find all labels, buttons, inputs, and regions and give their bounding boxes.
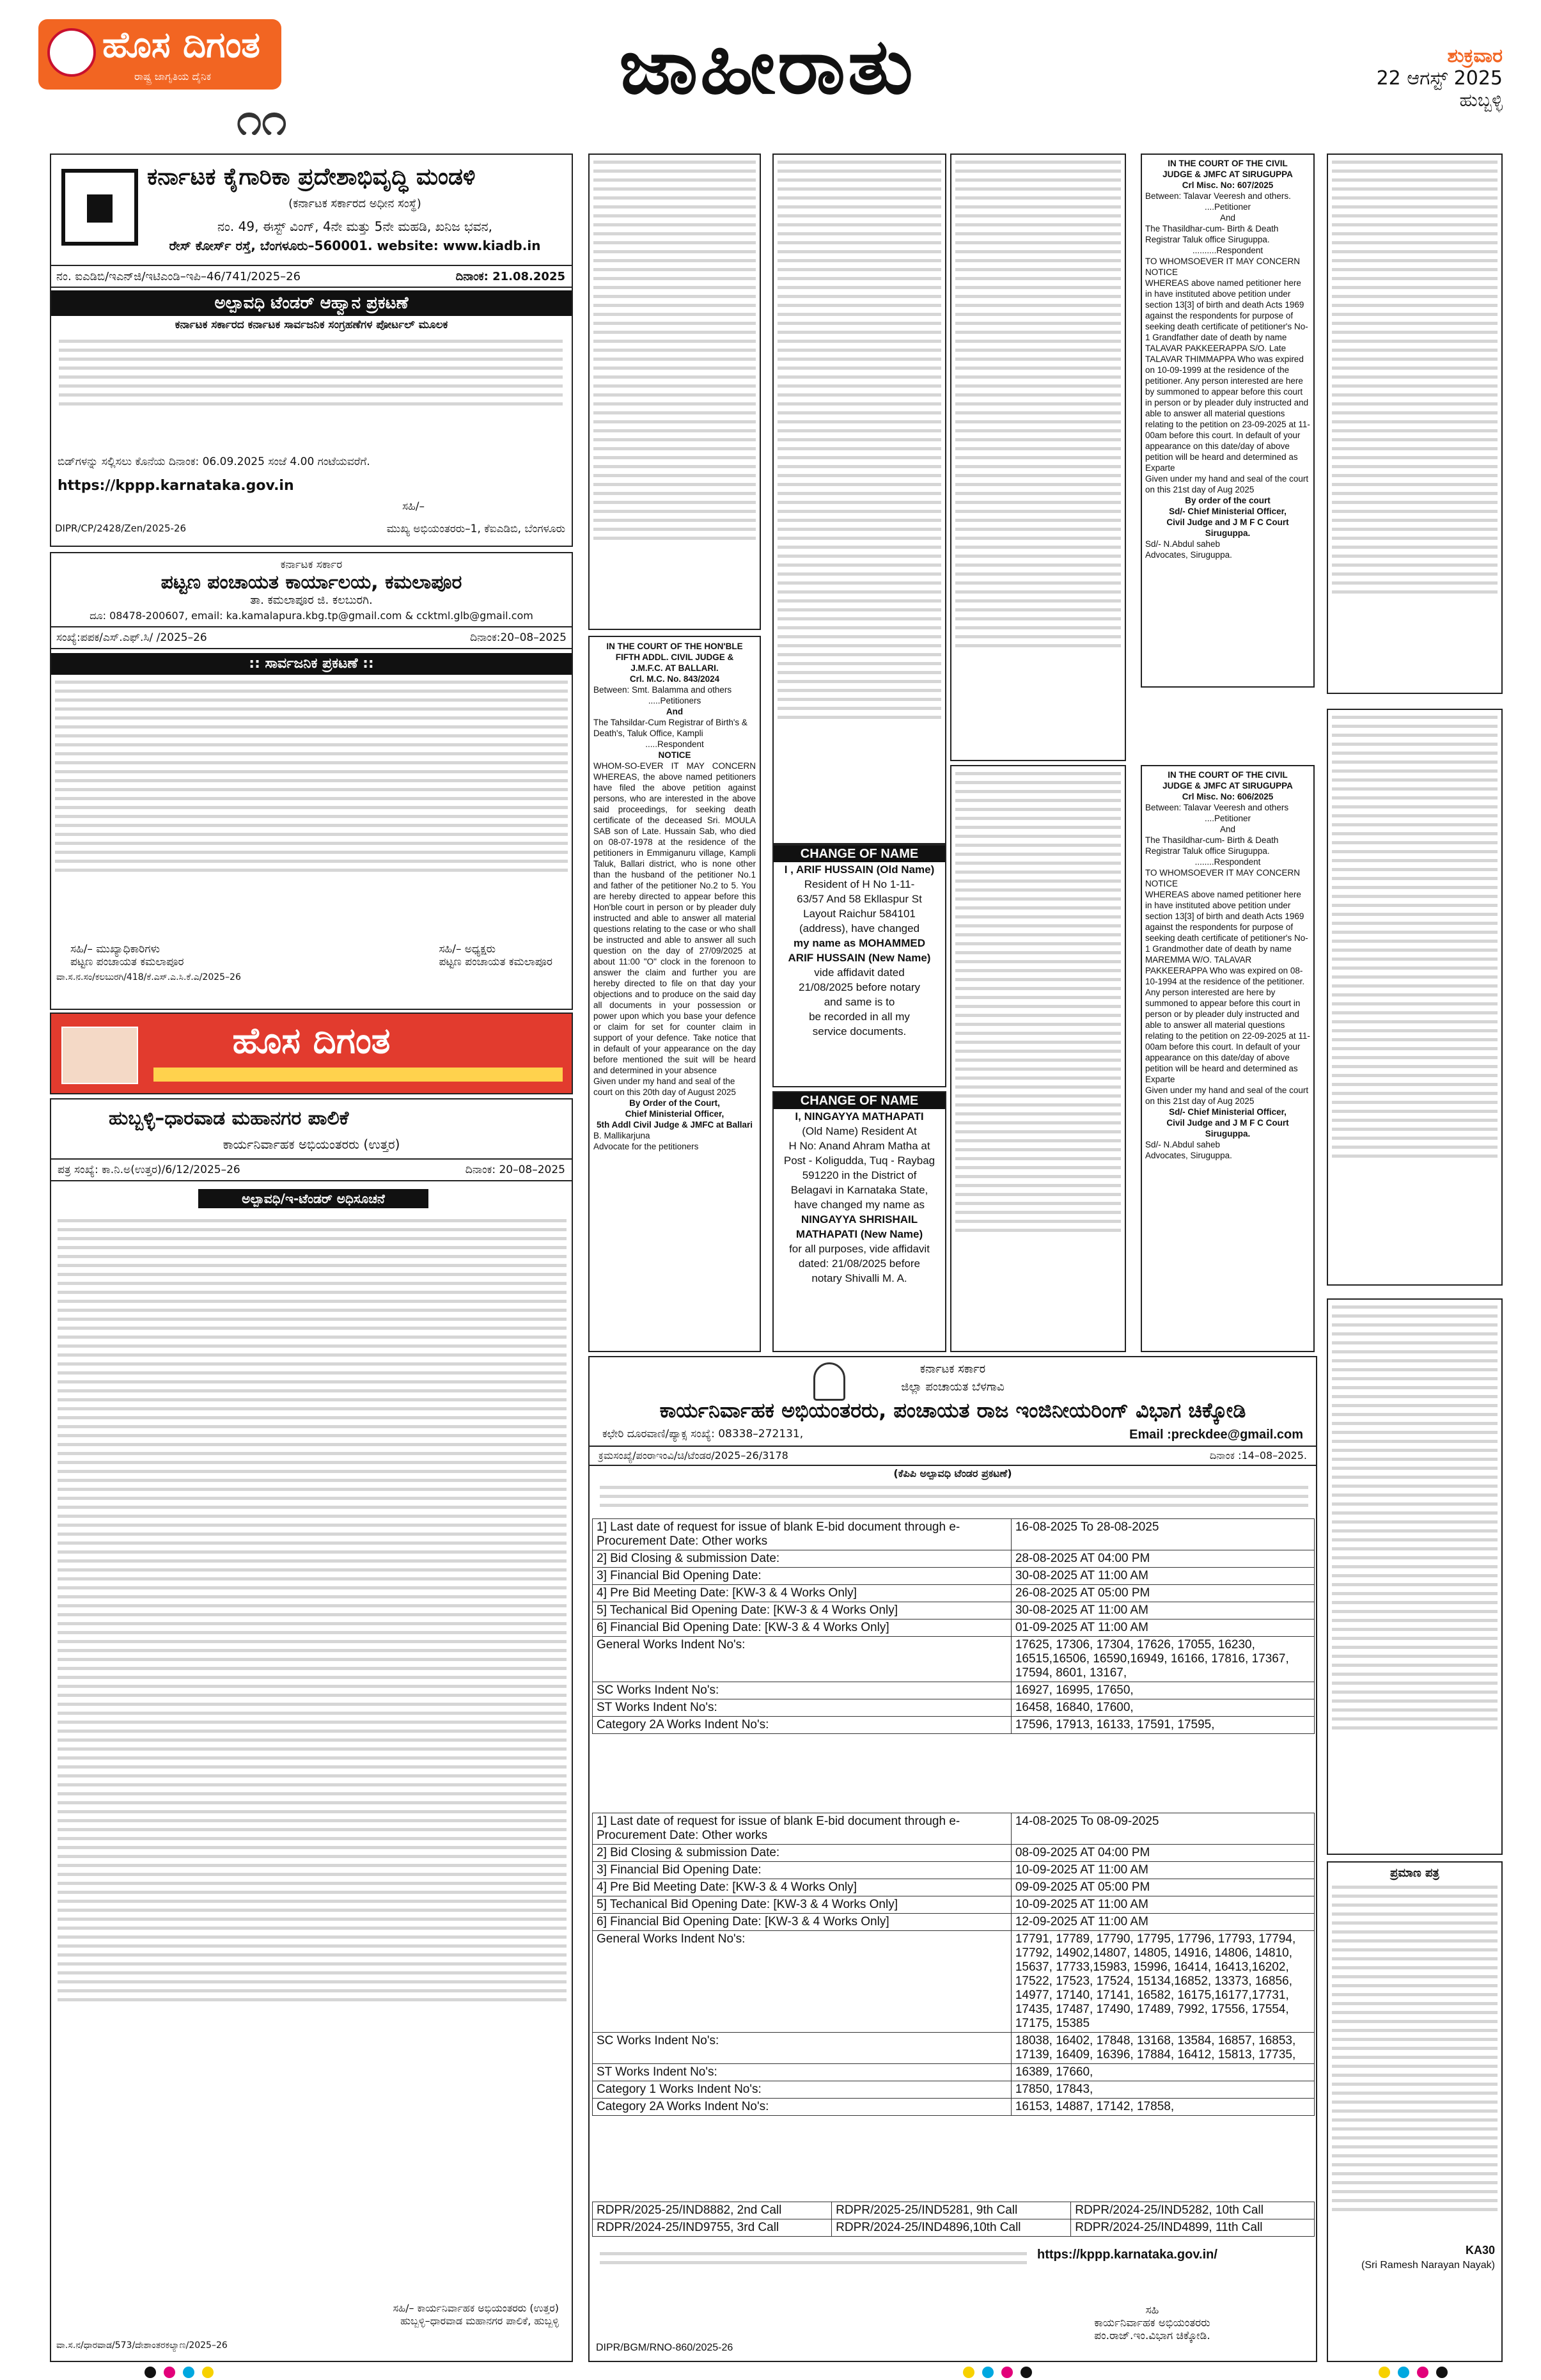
sir2-l6: And: [1219, 824, 1236, 834]
section-title: ಜಾಹೀರಾತು: [619, 22, 916, 111]
hdmc-sign-line: ಸಹಿ/– ಕಾರ್ಯನಿರ್ವಾಹಕ ಅಭಿಯಂತರರು (ಉತ್ತರ): [393, 2302, 559, 2314]
logo-text: ಹೊಸ ದಿಗಂತ: [102, 24, 260, 66]
date-block: [1298, 45, 1503, 111]
bellary-chief: Chief Ministerial Officer,: [625, 1109, 724, 1119]
chikodi-title: ಕಾರ್ಯನಿರ್ವಾಹಕ ಅಭಿಯಂತರರು, ಪಂಚಾಯತ ರಾಜ ಇಂಜಿನೀಯರಿಂಗ್ ವಿಭಾಗ ಚಿಕ್ಕೋಡಿ: [659, 1398, 1246, 1422]
sir2-place: Siruguppa.: [1205, 1129, 1251, 1139]
registration-marks-left: [141, 2367, 217, 2378]
table-row: [593, 1914, 1315, 1931]
table-cell: RDPR/2024-25/IND5282, 10th Call: [1071, 2202, 1315, 2219]
chikodi-email[interactable]: Email :preckdee@gmail.com: [1129, 1428, 1303, 1442]
kamalapur-sign-left2: ಪಟ್ಟಣ ಪಂಚಾಯತ ಕಮಲಾಪೂರ: [70, 956, 184, 968]
registration-marks-mid: [959, 2367, 1036, 2378]
table-cell: 5] Techanical Bid Opening Date: [KW-3 & 4 Works Only]: [593, 1602, 1012, 1620]
logo-emblem-icon: [47, 28, 96, 77]
table-row: [593, 2064, 1315, 2081]
bellary-court-notice: [588, 636, 761, 1352]
chikodi-dist: ಜಿಲ್ಲಾ ಪಂಚಾಯತ ಬೆಳಗಾವಿ: [901, 1380, 1005, 1394]
sir1-l7: The Thasildhar-cum- Birth & Death Registrar Taluk office Siruguppa.: [1145, 224, 1279, 244]
sir1-sd: Sd/- Chief Ministerial Officer,: [1169, 507, 1287, 516]
change1-l7: ARIF HUSSAIN (New Name): [788, 952, 931, 964]
banner-title: ಹೊಸ ದಿಗಂತ: [232, 1020, 391, 1062]
hdmc-band: ಅಲ್ಪಾವಧಿ/ಇ-ಟೆಂಡರ್ ಅಧಿಸೂಚನೆ: [198, 1189, 428, 1208]
reg-dot-yellow-3: [1379, 2367, 1390, 2378]
kamalapur-contact: ದೂ: 08478-200607, email: ka.kamalapura.kbg.tp@gmail.com & ccktml.glb@gmail.com: [90, 610, 533, 622]
table-cell: 1] Last date of request for issue of blank E-bid document through e-Procurement Date: Other works: [593, 1519, 1012, 1550]
change1-l2: Resident of H No 1-11-: [804, 878, 915, 890]
bellary-court: 5th Addl Civil Judge & JMFC at Ballari: [596, 1120, 753, 1130]
sir1-place: Siruguppa.: [1205, 528, 1251, 538]
table-cell: 14-08-2025 To 08-09-2025: [1011, 1813, 1314, 1845]
table-cell: 26-08-2025 AT 05:00 PM: [1011, 1585, 1314, 1602]
banner-strip: [153, 1068, 563, 1082]
hdmc-ref-row: [51, 1158, 572, 1181]
hdmc-ref: ಪತ್ರ ಸಂಖ್ಯೆ: ಕಾ.ನಿ.ಅ(ಉತ್ತರ)/6/12/2025–26: [58, 1163, 240, 1176]
kannada-court-notice-2: [772, 154, 946, 844]
pramana-ka: KA30: [1465, 2244, 1495, 2257]
reg-dot-cyan: [183, 2367, 194, 2378]
table-cell: 17791, 17789, 17790, 17795, 17796, 17793, 17794, 17792, 14902,14807, 14805, 14916, 14806, 14810, 15637, 17733,15983, 15996, 16414, 16413,16202, 17522, 17523, 17524, 15134,16852, 13373, 16856, 14977, 17140, 17141, 16582, 16175,16177,17731, 17435, 17487, 17490, 17489, 7992, 17556, 17554, 17175, 15385: [1011, 1931, 1314, 2033]
table-cell: 16-08-2025 To 28-08-2025: [1011, 1519, 1314, 1550]
change2-l9: MATHAPATI (New Name): [795, 1228, 923, 1240]
kiadb-logo-icon: [61, 169, 138, 246]
sir2-l8: ........Respondent: [1194, 857, 1261, 867]
table-cell: 4] Pre Bid Meeting Date: [KW-3 & 4 Works Only]: [593, 1879, 1012, 1896]
table-cell: 10-09-2025 AT 11:00 AM: [1011, 1896, 1314, 1914]
reg-dot-magenta-3: [1417, 2367, 1428, 2378]
pramana-title: ಪ್ರಮಾಣ ಪತ್ರ: [1390, 1866, 1439, 1880]
kannada-court-notice-4b: [950, 765, 1126, 1352]
chikodi-date: ದಿನಾಂಕ :14–08–2025.: [1209, 1449, 1307, 1462]
change2-l3: H No: Anand Ahram Matha at: [788, 1140, 930, 1152]
table-cell: 17850, 17843,: [1011, 2081, 1314, 2099]
table-row: [593, 1896, 1315, 1914]
change1-l12: service documents.: [812, 1025, 907, 1037]
kamalapur-date: ದಿನಾಂಕ:20–08–2025: [470, 631, 567, 644]
sir1-body: WHEREAS above named petitioner here in have instituted above petition under section 13[3] of birth and death Acts 1969 against the respondents for purpose of seeking death certificate of petitioner's No- 1 Grandfather date of death by name TALAVAR PAKKEERAPPA S/O. Late TALAVAR THIMMAPPA Who was expired on 10-09-1999 at the residence of the petitioner. Any person interested are here by summoned to appear before this court in person or by pleader duly instructed and able to answer all material questions relating to the petition on 23-09-2025 at 11-00am before this court. In default of your appearance on this date/day of above petition will be heard and determined as Exparte: [1145, 278, 1310, 473]
table-row: [593, 1602, 1315, 1620]
chikodi-ref: ಕ್ರಮಸಂಖ್ಯೆ/ಪಂರಾಇಂವಿ/ಚಿ/ಟೆಂಡರ/2025–26/3178: [598, 1449, 788, 1462]
change2-l10: for all purposes, vide affidavit: [789, 1243, 930, 1255]
change1-head: CHANGE OF NAME: [774, 846, 945, 862]
hdmc-sign: [393, 2302, 559, 2328]
change2-l7: have changed my name as: [794, 1199, 925, 1211]
kiadb-tender-notice: [50, 154, 573, 547]
change1-l4: Layout Raichur 584101: [803, 908, 916, 920]
bellary-l7: And: [666, 707, 684, 716]
pramana-body: [1328, 1886, 1501, 2244]
sir2-l9: TO WHOMSOEVER IT MAY CONCERN NOTICE: [1145, 868, 1301, 888]
table-cell: ST Works Indent No's:: [593, 1699, 1012, 1717]
table-row: [593, 2202, 1315, 2219]
sir2-l4: Between: Talavar Veeresh and others: [1145, 803, 1289, 812]
table-cell: 2] Bid Closing & submission Date:: [593, 1550, 1012, 1568]
change-of-name-2: [772, 1091, 946, 1352]
change-of-name-1: [772, 844, 946, 1087]
sir2-l5: ....Petitioner: [1204, 814, 1251, 823]
chikodi-band: (ಕೆಪಿಪಿ ಅಲ್ಪಾವಧಿ ಟೆಂಡರ ಪ್ರಕಟಣೆ): [893, 1467, 1012, 1479]
sir2-l7: The Thasildhar-cum- Birth & Death Registrar Taluk office Siruguppa.: [1145, 835, 1279, 856]
banner-newspaper-image: [61, 1027, 138, 1084]
kiadb-last-date: ಬಿಡ್‌ಗಳನ್ನು ಸಲ್ಲಿಸಲು ಕೊನೆಯ ದಿನಾಂಕ: 06.09.2025 ಸಂಜೆ 4.00 ಗಂಟೆಯವರೆಗೆ.: [58, 455, 370, 468]
table-row: [593, 2033, 1315, 2064]
reg-dot-yellow-2: [963, 2367, 974, 2378]
change1-l11: be recorded in all my: [809, 1011, 910, 1023]
kamalapur-gov: ಕರ್ನಾಟಕ ಸರ್ಕಾರ: [280, 558, 343, 571]
sir1-l4: Between: Talavar Veeresh and others.: [1145, 191, 1291, 201]
pramana-name: (Sri Ramesh Narayan Nayak): [1361, 2260, 1495, 2271]
day: ಶುಕ್ರವಾರ: [1447, 45, 1503, 67]
reg-dot-magenta-2: [1001, 2367, 1013, 2378]
kamalapur-sign-left: ಸಹಿ/– ಮುಖ್ಯಾಧಿಕಾರಿಗಳು: [70, 943, 160, 956]
hdmc-title: ಹುಬ್ಬಳ್ಳಿ–ಧಾರವಾಡ ಮಹಾನಗರ ಪಾಲಿಕೆ: [109, 1107, 349, 1130]
table-cell: 16927, 16995, 17650,: [1011, 1682, 1314, 1699]
bellary-given: Given under my hand and seal of the court on this 20th day of August 2025: [593, 1076, 736, 1097]
chikodi-tender-notice: [588, 1356, 1317, 2362]
kannada-court-notice-7: [1327, 1298, 1503, 1855]
chikodi-sign: ಸಹಿ: [1145, 2304, 1159, 2317]
registration-marks-right: [1375, 2367, 1451, 2378]
pramana-patra-box: [1327, 1861, 1503, 2362]
sir2-l2: JUDGE & JMFC AT SIRUGUPPA: [1162, 781, 1293, 791]
chikodi-sign3: ಪಂ.ರಾಜ್.ಇಂ.ವಿಭಾಗ ಚಿಕ್ಕೋಡಿ.: [1094, 2329, 1210, 2342]
change1-l10: and same is to: [824, 996, 895, 1008]
sir2-l3: Crl Misc. No: 606/2025: [1182, 792, 1274, 801]
sir2-court: Civil Judge and J M F C Court: [1166, 1118, 1289, 1128]
table-cell: 08-09-2025 AT 04:00 PM: [1011, 1845, 1314, 1862]
change2-l4: Post - Koligudda, Tuq - Raybag: [783, 1155, 935, 1167]
table-cell: RDPR/2024-25/IND4896,10th Call: [832, 2219, 1071, 2237]
table-cell: RDPR/2024-25/IND9755, 3rd Call: [593, 2219, 832, 2237]
chikodi-sign2: ಕಾರ್ಯನಿರ್ವಾಹಕ ಅಭಿಯಂತರರು: [1094, 2317, 1210, 2329]
table-cell: 5] Techanical Bid Opening Date: [KW-3 & 4 Works Only]: [593, 1896, 1012, 1914]
chikodi-dipr: DIPR/BGM/RNO-860/2025-26: [596, 2342, 733, 2353]
bellary-l4: Crl. M.C. No. 843/2024: [629, 674, 720, 684]
reg-dot-black: [145, 2367, 156, 2378]
table-cell: RDPR/2024-25/IND4899, 11th Call: [1071, 2219, 1315, 2237]
kiadb-portal[interactable]: https://kppp.karnataka.gov.in: [58, 478, 294, 494]
chikodi-rdpr-table: [592, 2202, 1315, 2237]
change1-l9: 21/08/2025 before notary: [799, 981, 920, 993]
table-cell: ST Works Indent No's:: [593, 2064, 1012, 2081]
change1-l3: 63/57 And 58 Ekllaspur St: [797, 893, 922, 905]
kamalapur-body: [51, 681, 572, 943]
bellary-l10: NOTICE: [658, 750, 691, 760]
table-row: [593, 1862, 1315, 1879]
table-row: [593, 1813, 1315, 1845]
sir1-adv2: Advocates, Siruguppa.: [1145, 550, 1232, 560]
table-cell: 1] Last date of request for issue of blank E-bid document through e-Procurement Date: Other works: [593, 1813, 1012, 1845]
table-row: [593, 1845, 1315, 1862]
kamalapur-footer-ref: ವಾ.ಸ.ನ.ಸಂ/ಕಲಬುರಗಿ/418/ಕೆ.ಎಸ್.ಎ.ಸಿ.ಕೆ.ಎ/2025–26: [56, 972, 241, 982]
table-cell: General Works Indent No's:: [593, 1637, 1012, 1682]
reg-dot-cyan-3: [1398, 2367, 1409, 2378]
sir1-l5: ....Petitioner: [1204, 202, 1251, 212]
change2-l1: I, NINGAYYA MATHAPATI: [795, 1110, 924, 1123]
table-cell: 16389, 17660,: [1011, 2064, 1314, 2081]
logo-tagline: ರಾಷ್ಟ್ರ ಜಾಗೃತಿಯ ದೈನಿಕ: [134, 70, 212, 83]
kiadb-address1: ನಂ. 49, ಈಸ್ಟ್ ವಿಂಗ್, 4ನೇ ಮತ್ತು 5ನೇ ಮಹಡಿ, ಖನಿಜ ಭವನ,: [217, 219, 493, 234]
table-cell: 18038, 16402, 17848, 13168, 13584, 16857, 16853, 17139, 16409, 16396, 17884, 16412, 15813, 17735,: [1011, 2033, 1314, 2064]
kiadb-sub-band: ಕರ್ನಾಟಕ ಸರ್ಕಾರದ ಕರ್ನಾಟಕ ಸಾರ್ವಜನಿಕ ಸಂಗ್ರಹಣೆಗಳ ಪೋರ್ಟಲ್ ಮೂಲಕ: [175, 319, 448, 331]
table-cell: RDPR/2025-25/IND5281, 9th Call: [832, 2202, 1071, 2219]
sir2-adv: Sd/- N.Abdul saheb: [1145, 1140, 1221, 1149]
chikodi-sign-block: [999, 2304, 1306, 2342]
change1-l8: vide affidavit dated: [814, 966, 905, 979]
page-number: ೧೧: [237, 93, 287, 145]
kamalapur-sign-right2: ಪಟ್ಟಣ ಪಂಚಾಯತ ಕಮಲಾಪೂರ: [439, 956, 552, 968]
sir1-l1: IN THE COURT OF THE CIVIL: [1168, 159, 1288, 168]
change1-l5: (address), have changed: [799, 922, 920, 934]
kannada-court-notice-6: [1327, 709, 1503, 1286]
table-cell: General Works Indent No's:: [593, 1931, 1012, 2033]
table-cell: 17625, 17306, 17304, 17626, 17055, 16230, 16515,16506, 16590,16949, 16166, 17816, 17367, 17594, 8601, 13167,: [1011, 1637, 1314, 1682]
reg-dot-black-2: [1021, 2367, 1032, 2378]
bellary-body: WHOM-SO-EVER IT MAY CONCERN WHEREAS, the above named petitioners have filed the above petition against persons, who are interested in the above said proceedings, for seeking death certificate of the deceased Sri. MOULA SAB son of Late. Hussain Sab, who died on 08-07-1978 at the residence of the petitioners in Emmiganuru village, Kampli Taluk, Ballari district, who is none other than the husband of the petitioner No.1 and father of the petitioner No.2 to 5. You are hereby directed to appear before this Hon'ble court in person or by pleader duly instructed and able to answer all material questions relating to the case or who shall be instructed and able to answer all such question on the day of 27/09/2025 at about 11:00 "O" clock in the forenoon to answer the claim and further you are hereby directed to file on that day your objections and to produce on the said day all documents in your possession or power upon which you base your defence or claim for set for counter claim in support of your defence. Take notice that in default of your appearance on the day before mentioned the suit will be heard and determined in your absence: [593, 761, 756, 1075]
chikodi-table-1: [592, 1518, 1315, 1734]
sir1-court: Civil Judge and J M F C Court: [1166, 517, 1289, 527]
bellary-l1: IN THE COURT OF THE HON'BLE: [606, 642, 743, 651]
sir1-l3: Crl Misc. No: 607/2025: [1182, 180, 1274, 190]
table-cell: 09-09-2025 AT 05:00 PM: [1011, 1879, 1314, 1896]
hdmc-body: [54, 1213, 570, 2301]
sir2-given: Given under my hand and seal of the court on this 21st day of Aug 2025: [1145, 1085, 1309, 1106]
kamalapur-band: :: ಸಾರ್ವಜನಿಕ ಪ್ರಕಟಣೆ ::: [51, 653, 572, 675]
table-cell: 28-08-2025 AT 04:00 PM: [1011, 1550, 1314, 1568]
bellary-l3: J.M.F.C. AT BALLARI.: [630, 663, 719, 673]
chikodi-phone: ಕಛೇರಿ ದೂರವಾಣಿ/ಪ್ಯಾಕ್ಸ ಸಂಖ್ಯೆ: 08338–272131,: [602, 1428, 804, 1440]
siruguppa-notice-1: [1141, 154, 1315, 688]
table-row: [593, 2081, 1315, 2099]
kannada-court-notice-1: [588, 154, 761, 630]
table-cell: 01-09-2025 AT 11:00 AM: [1011, 1620, 1314, 1637]
chikodi-intro: [596, 1480, 1312, 1512]
table-cell: 6] Financial Bid Opening Date: [KW-3 & 4 Works Only]: [593, 1620, 1012, 1637]
bellary-l8: The Tahsildar-Cum Registrar of Birth's & Death's, Taluk Office, Kampli: [593, 718, 747, 738]
table-row: [593, 1568, 1315, 1585]
table-cell: 3] Financial Bid Opening Date:: [593, 1862, 1012, 1879]
kamalapur-title: ಪಟ್ಟಣ ಪಂಚಾಯತ ಕಾರ್ಯಾಲಯ, ಕಮಲಾಪೂರ: [160, 571, 462, 594]
table-row: [593, 1717, 1315, 1734]
change2-head: CHANGE OF NAME: [774, 1092, 945, 1109]
sir1-adv: Sd/- N.Abdul saheb: [1145, 539, 1221, 549]
table-row: [593, 2099, 1315, 2116]
table-cell: 10-09-2025 AT 11:00 AM: [1011, 1862, 1314, 1879]
bellary-l2: FIFTH ADDL. CIVIL JUDGE &: [615, 652, 734, 662]
kiadb-officer: ಮುಖ್ಯ ಅಭಿಯಂತರರು–1, ಕೆಐಎಡಿಬಿ, ಬೆಂಗಳೂರು: [386, 523, 565, 535]
sir1-l6: And: [1219, 213, 1236, 223]
city: ಹುಬ್ಬಳ್ಳಿ: [1459, 90, 1503, 111]
table-row: [593, 1682, 1315, 1699]
kamalapur-notice: [50, 552, 573, 1010]
change2-l8: NINGAYYA SHRISHAIL: [801, 1213, 918, 1225]
table-cell: Category 2A Works Indent No's:: [593, 2099, 1012, 2116]
kamalapur-signatures: [51, 943, 572, 968]
chikodi-table-2: [592, 1813, 1315, 2116]
table-cell: 30-08-2025 AT 11:00 AM: [1011, 1568, 1314, 1585]
date: 22 ಆಗಸ್ಟ್ 2025: [1376, 67, 1503, 90]
bellary-l5: Between: Smt. Balamma and others: [593, 685, 732, 695]
change2-l11: dated: 21/08/2025 before: [799, 1257, 920, 1270]
sir2-sd: Sd/- Chief Ministerial Officer,: [1169, 1107, 1287, 1117]
kiadb-address2: ರೇಸ್ ಕೋರ್ಸ್ ರಸ್ತೆ, ಬೆಂಗಳೂರು–560001. website: www.kiadb.in: [169, 238, 541, 253]
change2-l2: (Old Name) Resident At: [802, 1125, 917, 1137]
sir2-l1: IN THE COURT OF THE CIVIL: [1168, 770, 1288, 780]
kiadb-ref-row: [51, 265, 572, 288]
table-cell: 3] Financial Bid Opening Date:: [593, 1568, 1012, 1585]
table-row: [593, 1931, 1315, 2033]
hosa-diganta-banner: [50, 1013, 573, 1094]
kiadb-title: ಕರ್ನಾಟಕ ಕೈಗಾರಿಕಾ ಪ್ರದೇಶಾಭಿವೃದ್ಧಿ ಮಂಡಳಿ: [147, 164, 476, 190]
table-row: [593, 1879, 1315, 1896]
kiadb-subtitle: (ಕರ್ನಾಟಕ ಸರ್ಕಾರದ ಅಧೀನ ಸಂಸ್ಥೆ): [288, 197, 421, 210]
change2-l12: notary Shivalli M. A.: [811, 1272, 907, 1284]
siruguppa-notice-2: [1141, 765, 1315, 1352]
hdmc-sign-line2: ಹುಬ್ಬಳ್ಳಿ–ಧಾರವಾಡ ಮಹಾನಗರ ಪಾಲಿಕೆ, ಹುಬ್ಬಳ್ಳಿ: [400, 2315, 559, 2327]
table-cell: RDPR/2025-25/IND8882, 2nd Call: [593, 2202, 832, 2219]
table-cell: 4] Pre Bid Meeting Date: [KW-3 & 4 Works Only]: [593, 1585, 1012, 1602]
sir1-order: By order of the court: [1185, 496, 1271, 505]
reg-dot-magenta: [164, 2367, 175, 2378]
kamalapur-ref: ಸಂಖ್ಯೆ:ಪಪಕ/ಎಸ್.ಎಫ್.ಸಿ/ /2025–26: [56, 631, 207, 644]
masthead: [0, 0, 1541, 154]
kiadb-band: ಅಲ್ಪಾವಧಿ ಟೆಂಡರ್ ಆಹ್ವಾನ ಪ್ರಕಟಣೆ: [51, 290, 572, 316]
reg-dot-yellow: [202, 2367, 214, 2378]
table-cell: Category 1 Works Indent No's:: [593, 2081, 1012, 2099]
change1-l6: my name as MOHAMMED: [794, 937, 925, 949]
sir1-l9: TO WHOMSOEVER IT MAY CONCERN NOTICE: [1145, 256, 1301, 277]
table-row: [593, 2219, 1315, 2237]
sir1-l2: JUDGE & JMFC AT SIRUGUPPA: [1162, 169, 1293, 179]
chikodi-ref-row: [590, 1446, 1316, 1466]
chikodi-gov: ಕರ್ನಾಟಕ ಸರ್ಕಾರ: [919, 1362, 986, 1376]
kiadb-dipr: DIPR/CP/2428/Zen/2025-26: [55, 523, 187, 534]
table-cell: SC Works Indent No's:: [593, 2033, 1012, 2064]
hdmc-subtitle: ಕಾರ್ಯನಿರ್ವಾಹಕ ಅಭಿಯಂತರರು (ಉತ್ತರ): [223, 1137, 400, 1152]
sir2-adv2: Advocates, Siruguppa.: [1145, 1151, 1232, 1160]
reg-dot-black-3: [1436, 2367, 1448, 2378]
table-cell: SC Works Indent No's:: [593, 1682, 1012, 1699]
kiadb-body: [55, 334, 567, 449]
table-cell: 17596, 17913, 16133, 17591, 17595,: [1011, 1717, 1314, 1734]
reg-dot-cyan-2: [982, 2367, 994, 2378]
hdmc-footer-ref: ವಾ.ಸ.ನ/ಧಾರವಾಡ/573/ದೇಶಾಂತರಕಲ್ಯಾಣ/2025–26: [56, 2340, 228, 2351]
kiadb-ref: ನಂ. ಐಎಡಿಬಿ/ಇಎನ್‌ಜಿ/ಇಟಿಎಂಡಿ–ಇಪಿ–46/741/2025–26: [56, 270, 301, 283]
bellary-adv2: Advocate for the petitioners: [593, 1142, 699, 1151]
table-cell: 6] Financial Bid Opening Date: [KW-3 & 4 Works Only]: [593, 1914, 1012, 1931]
hdmc-tender-notice: [50, 1098, 573, 2362]
table-row: [593, 1637, 1315, 1682]
table-row: [593, 1550, 1315, 1568]
hdmc-date: ದಿನಾಂಕ: 20–08–2025: [465, 1163, 565, 1176]
bellary-adv: B. Mallikarjuna: [593, 1131, 650, 1140]
kiadb-sign: ಸಹಿ/–: [402, 500, 425, 513]
chikodi-portal[interactable]: https://kppp.karnataka.gov.in/: [1037, 2248, 1217, 2262]
sir1-l8: ..........Respondent: [1192, 246, 1263, 255]
change2-l5: 591220 in the District of: [802, 1169, 917, 1181]
table-row: [593, 1519, 1315, 1550]
kamalapur-taluk: ತಾ. ಕಮಲಾಪೂರ ಜಿ. ಕಲಬುರಗಿ.: [250, 594, 373, 607]
table-cell: Category 2A Works Indent No's:: [593, 1717, 1012, 1734]
kannada-court-notice-5: [1327, 154, 1503, 694]
table-cell: 12-09-2025 AT 11:00 AM: [1011, 1914, 1314, 1931]
table-cell: 16153, 14887, 17142, 17858,: [1011, 2099, 1314, 2116]
table-row: [593, 1585, 1315, 1602]
table-row: [593, 1699, 1315, 1717]
kamalapur-sign-right: ಸಹಿ/– ಅಧ್ಯಕ್ಷರು: [439, 943, 496, 956]
sir1-given: Given under my hand and seal of the court on this 21st day of Aug 2025: [1145, 474, 1309, 494]
table-cell: 2] Bid Closing & submission Date:: [593, 1845, 1012, 1862]
change2-l6: Belagavi in Karnataka State,: [790, 1184, 928, 1196]
kamalapur-ref-row: [51, 626, 572, 649]
table-row: [593, 1620, 1315, 1637]
sir2-body: WHEREAS above named petitioner here in have instituted above petition under section 13[3] of birth and death Acts 1969 against the respondents for purpose of seeking death certificate of petitioner's No- 1 Grandmother date of death by name MAREMMA W/O. TALAVAR PAKKEERAPPA Who was expired on 08-10-1994 at the residence of the petitioner. Any person interested are here by summoned to appear before this court in person or by pleader duly instructed and able to answer all material questions relating to the petition on 22-09-2025 at 11-00am before this court. In default of your appearance on this date/day of above petition will be heard and determined as Exparte: [1145, 890, 1310, 1084]
newspaper-logo: [38, 19, 281, 90]
chikodi-footer-text: [596, 2246, 1031, 2278]
kannada-court-notice-3: [950, 154, 1126, 761]
bellary-l9: .....Respondent: [645, 739, 704, 749]
table-cell: 30-08-2025 AT 11:00 AM: [1011, 1602, 1314, 1620]
kiadb-date: ದಿನಾಂಕ: 21.08.2025: [455, 270, 565, 283]
bellary-l6: .....Petitioners: [648, 696, 701, 705]
bellary-by-order: By Order of the Court,: [629, 1098, 720, 1108]
table-cell: 16458, 16840, 17600,: [1011, 1699, 1314, 1717]
change1-l1: I , ARIF HUSSAIN (Old Name): [784, 863, 935, 876]
